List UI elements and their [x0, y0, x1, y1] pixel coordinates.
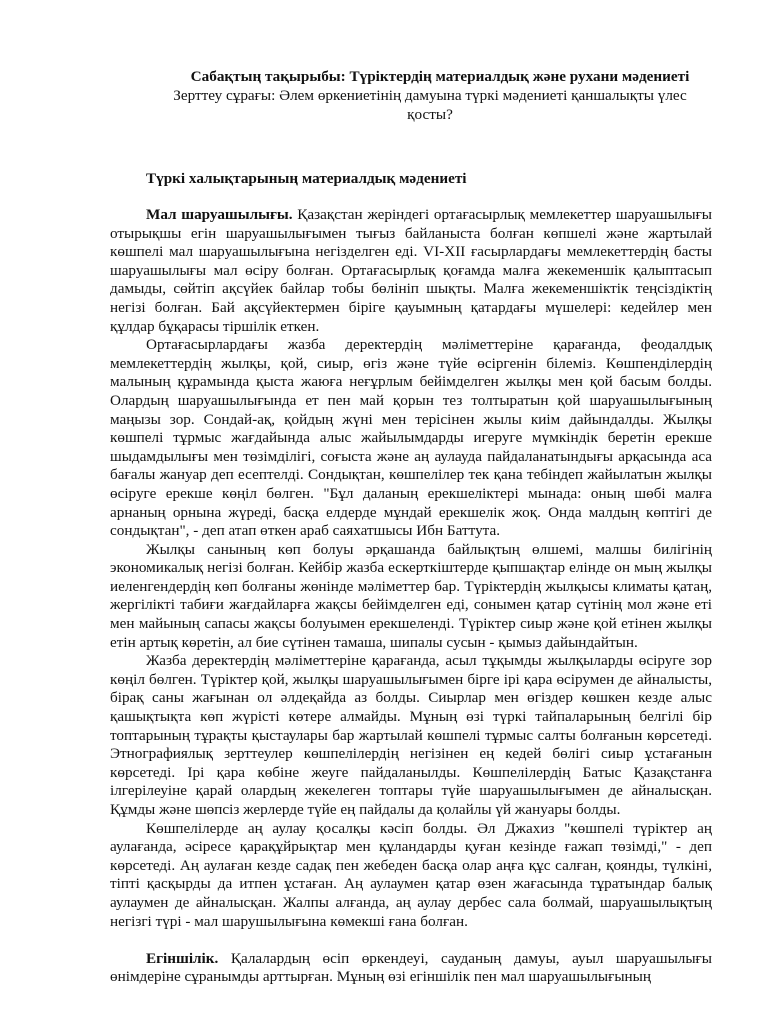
document-body — [110, 206, 712, 987]
paragraph — [110, 820, 712, 932]
paragraph-text: Жазба деректердің мәліметтеріне қарағанда, асыл тұқымды жылқыларды өсіруге зор көңіл бөлген. Түріктер қой, жылқы шаруашылығымен бірге ірі қара өсірумен де айналысты, бірақ саны жағынан ол әлдеқайда аз болды. Сиырлар мен өгіздер көшкен кезде алыс қашықтықта көп жүрісті көтере алмайды. Мұның өзі түркі тайпаларының белгілі бір топтарының тұрақты қыстаулары бар жартылай көшпелі тұрмыс салты болғанын көрсетеді. Этнографиялық зерттеулер көшпелілердің негізінен ең кедей бөлігі сиыр ұстағанын көрсетеді. Ірі қара көбіне жеуге пайдаланылды. Көшпелілердің Батыс Қазақстанға ілгерілеуіне қарай олардың жекелеген топтары түйе шаруашылығымен де айналысқан. Құмды және шөпсіз жерлерде түйе ең пайдалы да қолайлы үй жануары болды. — [110, 652, 712, 818]
paragraph-text: Ортағасырлардағы жазба деректердің мәліметтеріне қарағанда, феодалдық мемлекеттердің жылқы, қой, сиыр, өгіз және түйе өсіргенін білеміз. Көшпенділердің малының құрамында қыста жаюға неғұрлым бейімделген жылқы мен қой басым болды. Олардың шаруашылығында ет пен май қорын тез толтыратын қой шаруашылығының маңызы зор. Сондай-ақ, қойдың жүні мен терісінен жылы киім дайындалды. Жылқы көшпелі тұрмыс жағдайында алыс жайылымдарды игеруге мүмкіндік беретін ерекше шыдамдылығы мен төзімділігі, соғыста және аң аулауда пайдаланатындығы арқасында аса бағалы жануар деп есептелді. Сондықтан, көшпелілер тек қана тебіндеп жайылатын жылқы өсіруге ерекше көңіл бөлген. "Бұл даланың ерекшеліктері мынада: оның шөбі малға арнаның орнына жүреді, басқа елдерде мұндай ерекшелік жоқ. Онда малдың көптігі де сондықтан", - деп атап өткен араб саяхатшысы Ибн Баттута. — [110, 336, 712, 540]
paragraph-agriculture — [110, 950, 712, 987]
lesson-title: Сабақтың тақырыбы: Түріктердің материалдық және рухани мәдениеті — [190, 68, 690, 85]
paragraph-text: Қалалардың өсіп өркендеуі, сауданың дамуы, ауыл шаруашылығы өнімдеріне сұранымды арттырған. Мұның өзі егіншілік пен мал шаруашылығының — [110, 949, 712, 986]
research-question: Зерттеу сұрағы: Әлем өркениетінің дамуына түркі мәдениеті қаншалықты үлес қосты? — [173, 87, 687, 123]
paragraph-lead: Егіншілік. — [146, 949, 219, 967]
paragraph — [110, 336, 712, 541]
paragraph-text: Көшпелілерде аң аулау қосалқы кәсіп болды. Әл Джахиз "көшпелі түріктер аң аулағанда, әсіресе қарақұйрықтар мен құландарды қуған кезінде ғажап төзімді," - деп көрсетеді. Аң аулаған кезде садақ пен жебеден басқа олар аңға құс салған, қоянды, түлкіні, тіпті қасқырды да итпен ұстаған. Аң аулаумен қатар өзен жағасында тұратындар балық аулаумен де айналысқан. Жалпы алғанда, аң аулау дербес сала болмай, шаруашылықтың негізгі түрі - мал шарушылығына көмекші ғана болған. — [110, 819, 712, 930]
paragraph — [110, 652, 712, 819]
paragraph-lead: Мал шаруашылығы. — [146, 206, 293, 223]
paragraph-text: Қазақстан жеріндегі ортағасырлық мемлекеттер шаруашылығы отырықшы егін шаруашылығымен тығыз байланыста болған көпшелі және жартылай көшпелі мал шаруашылығына негізделген еді. VI-XII ғасырлардағы мемлекеттердің басты шаруашылығы мал өсіру болған. Ортағасырлық қоғамда малға жекеменшік қалыптасып дамыды, сөйтіп ақсүйек байлар тобы бөлініп шықты. Малға жекеменшіктік теңсіздіктің негізі болған. Бай ақсүйектермен біріге қауымның қатардағы мүшелері: кедейлер мен құлдар бұқарасы тіршілік еткен. — [110, 206, 713, 335]
paragraph-livestock — [110, 206, 712, 336]
paragraph-text: Жылқы санының көп болуы әрқашанда байлықтың өлшемі, малшы билігінің экономикалық негізі болған. Кейбір жазба ескерткіштерде қыпшақтар елінде он мың жылқы иеленгендердің көп болғаны жөнінде мәліметтер бар. Түріктердің жылқысы климаты қатаң, жергілікті табиғи жағдайларға жақсы бейімделген еді, сонымен қатар сүтінің мол және еті мен майының сапасы жақсы болуымен ерекшеленді. Түріктер сиыр және қой етінен жылқы етін артық көретін, ал бие сүтінен тамаша, шипалы сусын - қымыз дайындайтын. — [110, 540, 712, 651]
paragraph — [110, 541, 712, 653]
section-title: Түркі халықтарының материалдық мәдениеті — [146, 170, 467, 187]
